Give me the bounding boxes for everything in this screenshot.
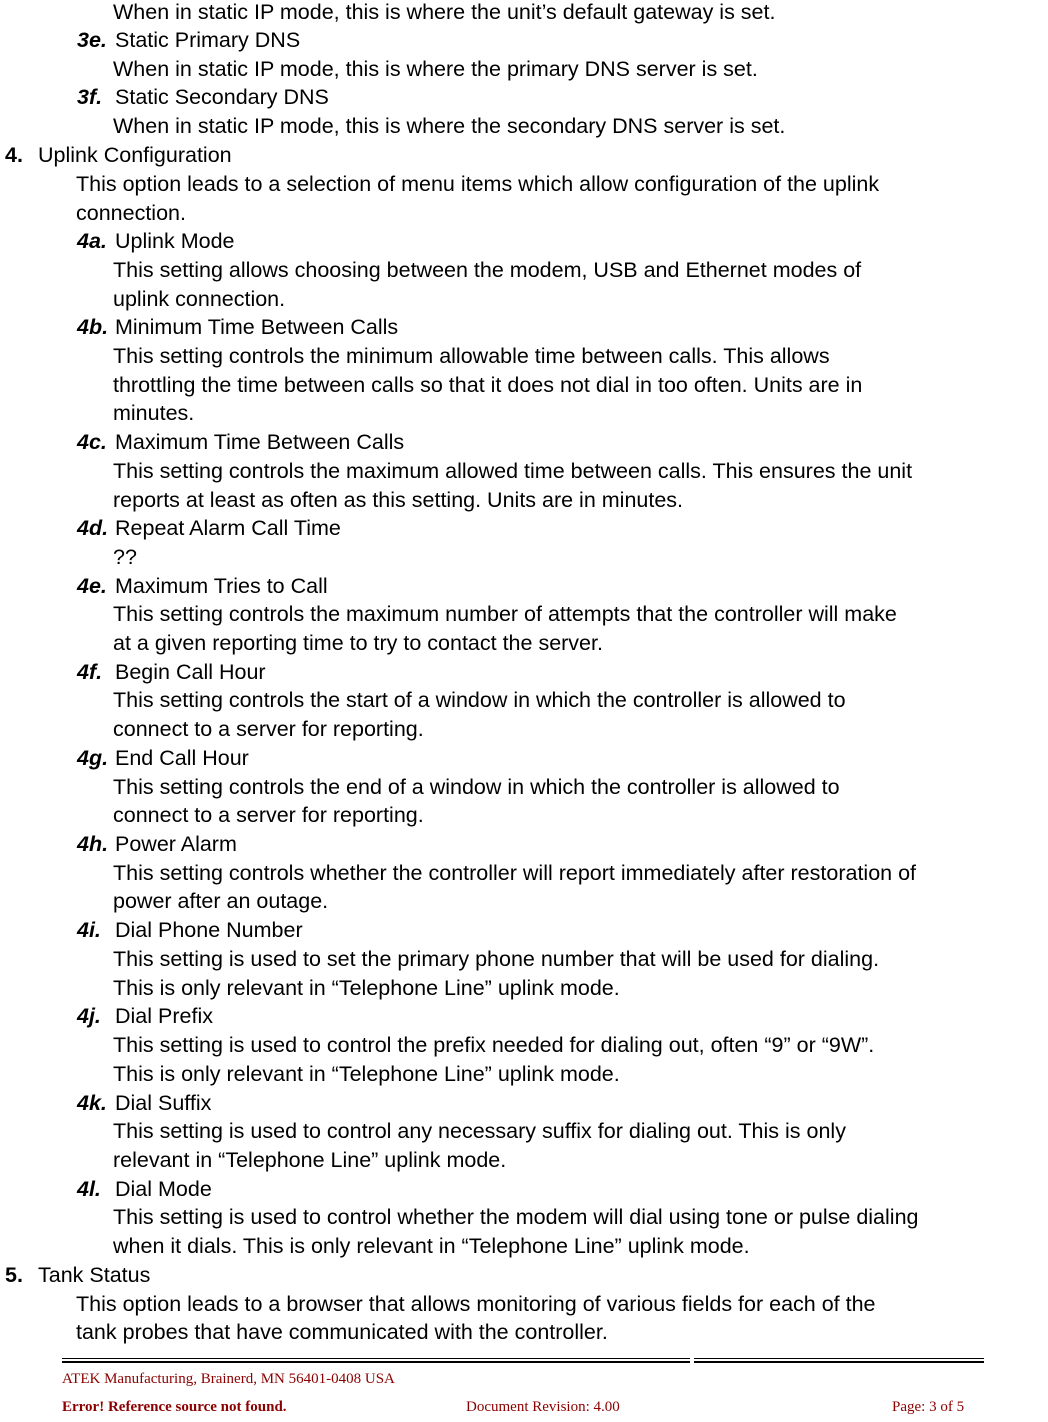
item-title: Maximum Time Between Calls <box>115 430 405 454</box>
item-title: Minimum Time Between Calls <box>115 315 399 339</box>
item-title: Static Primary DNS <box>115 28 301 52</box>
item-label: 4k. <box>77 1091 107 1115</box>
item-4h-desc-line: This setting controls whether the controller will report immediately after restoration of <box>113 861 917 885</box>
item-label: 4g. <box>77 746 109 770</box>
item-label: 4i. <box>77 918 101 942</box>
item-label: 4j. <box>77 1004 101 1028</box>
item-4l-heading <box>77 1175 212 1204</box>
section-4-desc-line: connection. <box>76 201 186 225</box>
section-number: 5. <box>5 1263 23 1287</box>
footer-rule <box>62 1358 984 1363</box>
item-label: 4h. <box>77 832 109 856</box>
item-title: Dial Phone Number <box>115 918 303 942</box>
item-title: Uplink Mode <box>115 229 235 253</box>
item-4l-desc-line: This setting is used to control whether the modem will dial using tone or pulse dialing <box>113 1205 919 1229</box>
footer-rule-gap <box>690 1356 694 1365</box>
item-4g-heading <box>77 744 249 773</box>
item-4d-desc-line: ?? <box>113 545 137 569</box>
item-4h-heading <box>77 830 237 859</box>
item-label: 4a. <box>77 229 107 253</box>
item-4d-heading <box>77 514 341 543</box>
item-4b-heading <box>77 313 398 342</box>
item-title: Dial Prefix <box>115 1004 213 1028</box>
item-4l-desc-line: when it dials. This is only relevant in “Telephone Line” uplink mode. <box>113 1234 750 1258</box>
section-title: Tank Status <box>38 1263 151 1287</box>
item-4b-desc-line: throttling the time between calls so that it does not dial in too often. Units are in <box>113 373 863 397</box>
item-label: 4f. <box>77 660 103 684</box>
item-4k-desc-line: relevant in “Telephone Line” uplink mode. <box>113 1148 507 1172</box>
item-4e-desc-line: This setting controls the maximum number of attempts that the controller will make <box>113 602 897 626</box>
item-label: 4d. <box>77 516 109 540</box>
item-4c-desc-line: This setting controls the maximum allowed time between calls. This ensures the unit <box>113 459 913 483</box>
section-5-heading <box>5 1261 150 1290</box>
item-4k-heading <box>77 1089 211 1118</box>
item-title: Dial Mode <box>115 1177 212 1201</box>
item-4i-desc-line: This setting is used to set the primary phone number that will be used for dialing. <box>113 947 880 971</box>
item-4i-desc-line: This is only relevant in “Telephone Line” uplink mode. <box>113 976 620 1000</box>
item-4a-heading <box>77 227 235 256</box>
footer-page: Page: 3 of 5 <box>892 1399 965 1415</box>
item-4c-desc-line: reports at least as often as this setting. Units are in minutes. <box>113 488 684 512</box>
item-title: Static Secondary DNS <box>115 85 329 109</box>
section-5-desc-line: tank probes that have communicated with the controller. <box>76 1320 608 1344</box>
item-4j-desc-line: This setting is used to control the prefix needed for dialing out, often “9” or “9W”. <box>113 1033 875 1057</box>
item-label: 3f. <box>77 85 103 109</box>
item-label: 4c. <box>77 430 107 454</box>
item-4a-desc-line: This setting allows choosing between the modem, USB and Ethernet modes of <box>113 258 862 282</box>
item-4j-heading <box>77 1002 213 1031</box>
section-number: 4. <box>5 143 23 167</box>
section-4-desc-line: This option leads to a selection of menu items which allow configuration of the uplink <box>76 172 880 196</box>
section-title: Uplink Configuration <box>38 143 232 167</box>
item-4g-desc-line: connect to a server for reporting. <box>113 803 424 827</box>
item-label: 4b. <box>77 315 109 339</box>
item-4g-desc-line: This setting controls the end of a window in which the controller is allowed to <box>113 775 840 799</box>
item-label: 4l. <box>77 1177 101 1201</box>
item-4h-desc-line: power after an outage. <box>113 889 329 913</box>
item-4e-desc-line: at a given reporting time to try to contact the server. <box>113 631 603 655</box>
item-4f-desc-line: connect to a server for reporting. <box>113 717 424 741</box>
item-4b-desc-line: minutes. <box>113 401 195 425</box>
footer-revision: Document Revision: 4.00 <box>466 1399 620 1415</box>
item-label: 3e. <box>77 28 107 52</box>
section-5-desc-line: This option leads to a browser that allows monitoring of various fields for each of the <box>76 1292 876 1316</box>
item-4j-desc-line: This is only relevant in “Telephone Line” uplink mode. <box>113 1062 620 1086</box>
item-title: Repeat Alarm Call Time <box>115 516 341 540</box>
item-label: 4e. <box>77 574 107 598</box>
item-title: Power Alarm <box>115 832 237 856</box>
item-3e-desc: When in static IP mode, this is where the primary DNS server is set. <box>113 57 758 81</box>
item-4f-heading <box>77 658 266 687</box>
item-title: Dial Suffix <box>115 1091 212 1115</box>
item-4c-heading <box>77 428 404 457</box>
item-title: Begin Call Hour <box>115 660 266 684</box>
item-3e-heading <box>77 26 300 55</box>
footer-error-ref: Error! Reference source not found. <box>62 1399 287 1415</box>
item-4f-desc-line: This setting controls the start of a window in which the controller is allowed to <box>113 688 846 712</box>
intro-text: When in static IP mode, this is where the unit’s default gateway is set. <box>113 0 776 24</box>
item-4b-desc-line: This setting controls the minimum allowable time between calls. This allows <box>113 344 830 368</box>
item-4k-desc-line: This setting is used to control any necessary suffix for dialing out. This is only <box>113 1119 846 1143</box>
item-title: Maximum Tries to Call <box>115 574 328 598</box>
item-3f-desc: When in static IP mode, this is where the secondary DNS server is set. <box>113 114 786 138</box>
item-3f-heading <box>77 83 329 112</box>
item-4a-desc-line: uplink connection. <box>113 287 286 311</box>
item-title: End Call Hour <box>115 746 249 770</box>
item-4e-heading <box>77 572 328 601</box>
section-4-heading <box>5 141 232 170</box>
footer-company: ATEK Manufacturing, Brainerd, MN 56401-0408 USA <box>62 1371 395 1387</box>
item-4i-heading <box>77 916 303 945</box>
